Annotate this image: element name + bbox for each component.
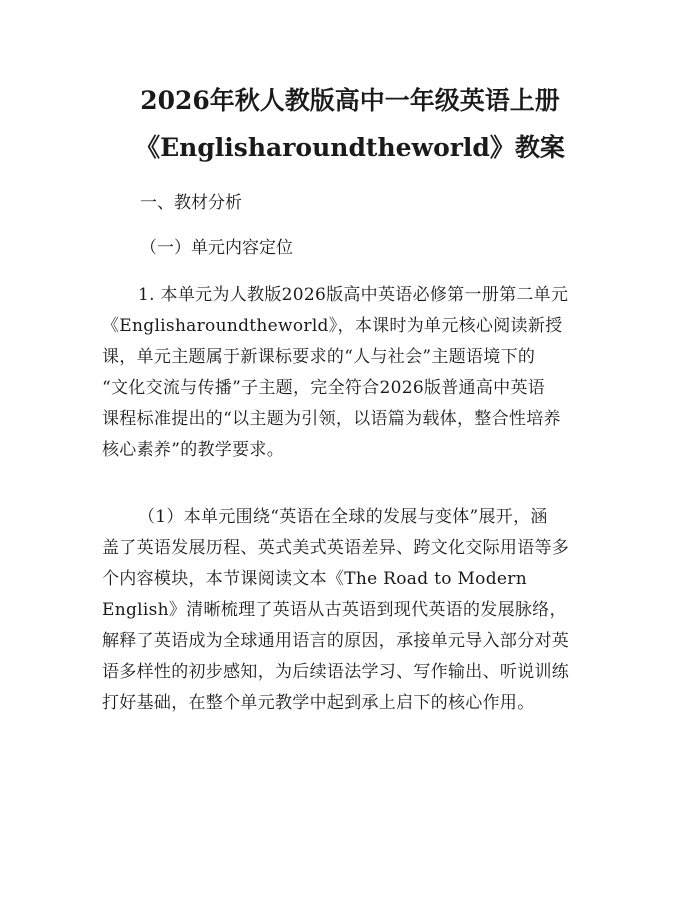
paragraph-1-line: 核心素养”的教学要求。 xyxy=(102,440,284,460)
paragraph-1-line: 1. 本单元为人教版2026版高中英语必修第一册第二单元 xyxy=(138,285,569,305)
paragraph-2-line: English》清晰梳理了英语从古英语到现代英语的发展脉络， xyxy=(102,600,567,620)
paragraph-2-line: 打好基础，在整个单元教学中起到承上启下的核心作用。 xyxy=(102,693,535,713)
document-title-line-1: 2026年秋人教版高中一年级英语上册 xyxy=(140,86,560,115)
document-title-line-2: 《Englisharoundtheworld》教案 xyxy=(135,133,565,162)
subsection-heading: （一）单元内容定位 xyxy=(140,238,293,258)
paragraph-2-line: （1）本单元围绕“英语在全球的发展与变体”展开，涵 xyxy=(138,507,548,527)
paragraph-1-line: 课程标准提出的“以主题为引领，以语篇为载体，整合性培养 xyxy=(102,409,561,429)
paragraph-1 xyxy=(102,280,602,466)
paragraph-2 xyxy=(102,502,602,719)
paragraph-2-line: 语多样性的初步感知，为后续语法学习、写作输出、听说训练 xyxy=(102,662,570,682)
section-heading: 一、教材分析 xyxy=(140,193,242,213)
paragraph-2-line: 盖了英语发展历程、英式美式英语差异、跨文化交际用语等多 xyxy=(102,538,570,558)
paragraph-2-line: 个内容模块，本节课阅读文本《The Road to Modern xyxy=(102,569,527,589)
paragraph-1-line: 课，单元主题属于新课标要求的“人与社会”主题语境下的 xyxy=(102,347,536,367)
paragraph-1-line: 《Englisharoundtheworld》，本课时为单元核心阅读新授 xyxy=(102,316,563,336)
paragraph-2-line: 解释了英语成为全球通用语言的原因，承接单元导入部分对英 xyxy=(102,631,570,651)
paragraph-1-line: “文化交流与传播”子主题，完全符合2026版普通高中英语 xyxy=(102,378,546,398)
